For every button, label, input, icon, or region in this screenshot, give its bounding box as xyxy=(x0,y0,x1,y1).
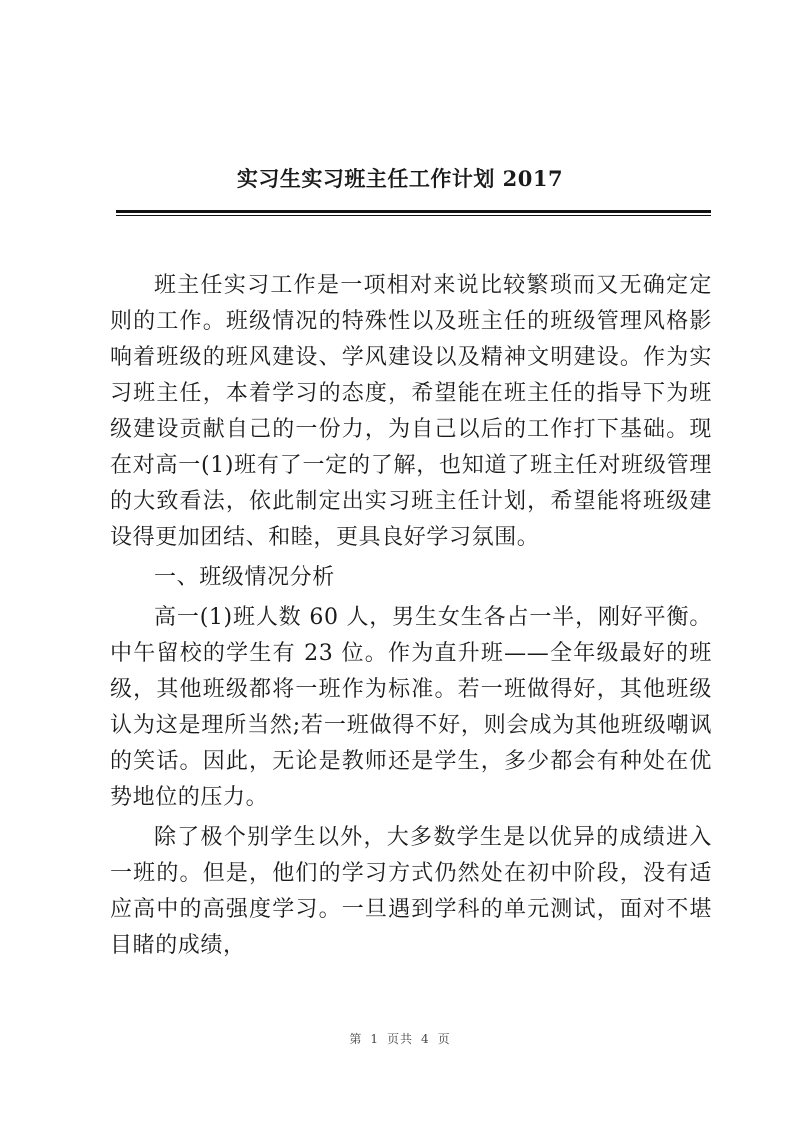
footer-page-current: 1 xyxy=(370,1032,379,1046)
footer-page-total: 4 xyxy=(421,1032,430,1046)
document-body xyxy=(110,268,712,968)
paragraph-intro: 班主任实习工作是一项相对来说比较繁琐而又无确定定则的工作。班级情况的特殊性以及班主任的班级管理风格影响着班级的班风建设、学风建设以及精神文明建设。作为实习班主任，本着学习的态度，希望能在班主任的指导下为班级建设贡献自己的一份力，为自己以后的工作打下基础。现在对高一(1)班有了一定的了解，也知道了班主任对班级管理的大致看法，依此制定出实习班主任计划，希望能将班级建设得更加团结、和睦，更具良好学习氛围。 xyxy=(110,273,712,550)
title-rule-thin xyxy=(116,215,711,216)
footer-page-suffix: 页 xyxy=(437,1032,451,1046)
paragraph-student-study: 除了极个别学生以外，大多数学生是以优异的成绩进入一班的。但是，他们的学习方式仍然处在初中阶段，没有适应高中的高强度学习。一旦遇到学科的单元测试，面对不堪目睹的成绩， xyxy=(110,825,712,958)
footer-page-prefix: 第 xyxy=(349,1032,363,1046)
page-footer xyxy=(0,1030,800,1047)
footer-page-middle: 页共 xyxy=(386,1032,413,1046)
document-title: 实习生实习班主任工作计划 2017 xyxy=(236,166,564,191)
title-rule-thick xyxy=(116,210,711,213)
paragraph-class-overview: 高一(1)班人数 60 人，男生女生各占一半，刚好平衡。中午留校的学生有 23 位。作为直升班——全年级最好的班级，其他班级都将一班作为标准。若一班做得好，其他班级认为这是理所当然;若一班做得不好，则会成为其他班级嘲讽的笑话。因此，无论是教师还是学生，多少都会有种处在优势地位的压力。 xyxy=(110,605,712,810)
section-heading-class-analysis: 一、班级情况分析 xyxy=(154,565,335,590)
